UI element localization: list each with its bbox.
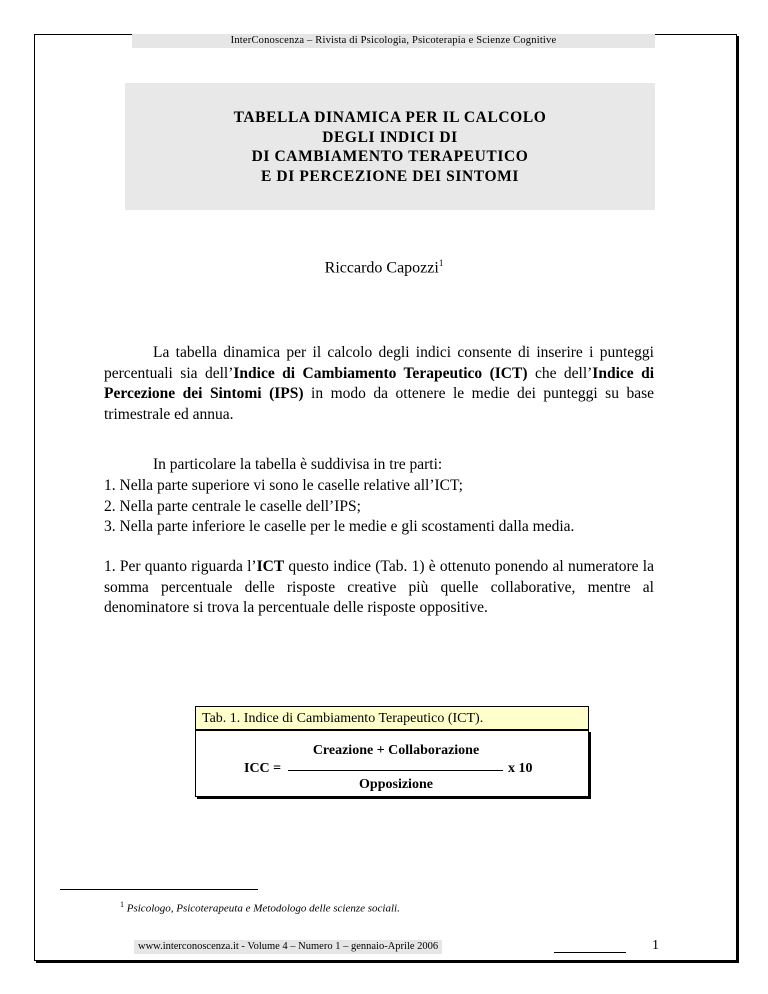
ict-text-1: 1. Per quanto riguarda l’ xyxy=(104,558,257,575)
formula-multiplier: x 10 xyxy=(508,761,533,776)
list-item: 1. Nella parte superiore vi sono le caselle relative all’ICT; xyxy=(104,477,463,494)
intro-text-2: che dell’ xyxy=(527,364,593,382)
table-caption: Tab. 1. Indice di Cambiamento Terapeutico (ICT). xyxy=(195,706,589,730)
fraction-bar xyxy=(288,770,503,771)
footnote-mark: 1 xyxy=(120,900,124,909)
ict-paragraph xyxy=(104,557,654,619)
formula-numerator: Creazione + Collaborazione xyxy=(312,743,480,758)
footnote xyxy=(120,900,400,915)
list-item: 2. Nella parte centrale le caselle dell’IPS; xyxy=(104,497,361,515)
author-footnote-mark: 1 xyxy=(438,258,444,268)
intro-text-1: La tabella dinamica per il calcolo degli indici consente di inserire i punteggi percentuali sia dell’ xyxy=(104,344,654,382)
article-title: TABELLA DINAMICA PER IL CALCOLO DEGLI INDICI DI DI CAMBIAMENTO TERAPEUTICO E DI PERCEZIONE DEI SINTOMI xyxy=(233,109,547,185)
ict-formula-box xyxy=(195,730,589,797)
ict-text-2: questo indice (Tab. 1) è ottenuto ponendo al numeratore la somma percentuale delle risposte creative più quelle collaborative, mentre al denominatore si trova la percentuale delle risposte oppositive. xyxy=(104,558,654,616)
intro-paragraph xyxy=(104,343,654,425)
ict-term: Indice di Cambiamento Terapeutico (ICT) xyxy=(233,364,528,382)
page-number: 1 xyxy=(652,938,659,953)
formula-denominator: Opposizione xyxy=(359,777,433,792)
author-line xyxy=(0,258,768,277)
author-name: Riccardo Capozzi xyxy=(324,259,439,277)
footnote-rule xyxy=(60,889,258,890)
ips-term: Indice di Percezione dei Sintomi (IPS) xyxy=(104,364,655,402)
running-head: InterConoscenza – Rivista di Psicologia, Psicoterapia e Scienze Cognitive xyxy=(132,34,655,48)
list-item: 3. Nella parte inferiore le caselle per le medie e gli scostamenti dalla media. xyxy=(104,518,575,535)
parts-list xyxy=(104,476,664,538)
list-intro: In particolare la tabella è suddivisa in tre parti: xyxy=(153,456,443,473)
title-box xyxy=(125,83,655,210)
running-foot: www.interconoscenza.it - Volume 4 – Numero 1 – gennaio-Aprile 2006 xyxy=(134,940,442,954)
formula-lhs: ICC = xyxy=(244,761,282,776)
intro-text-3: in modo da ottenere le medie dei punteggi su base trimestrale ed annua. xyxy=(104,385,654,423)
footnote-text: Psicologo, Psicoterapeuta e Metodologo delle scienze sociali. xyxy=(126,902,400,915)
footer-rule xyxy=(554,952,626,953)
ict-abbrev: ICT xyxy=(256,558,285,575)
